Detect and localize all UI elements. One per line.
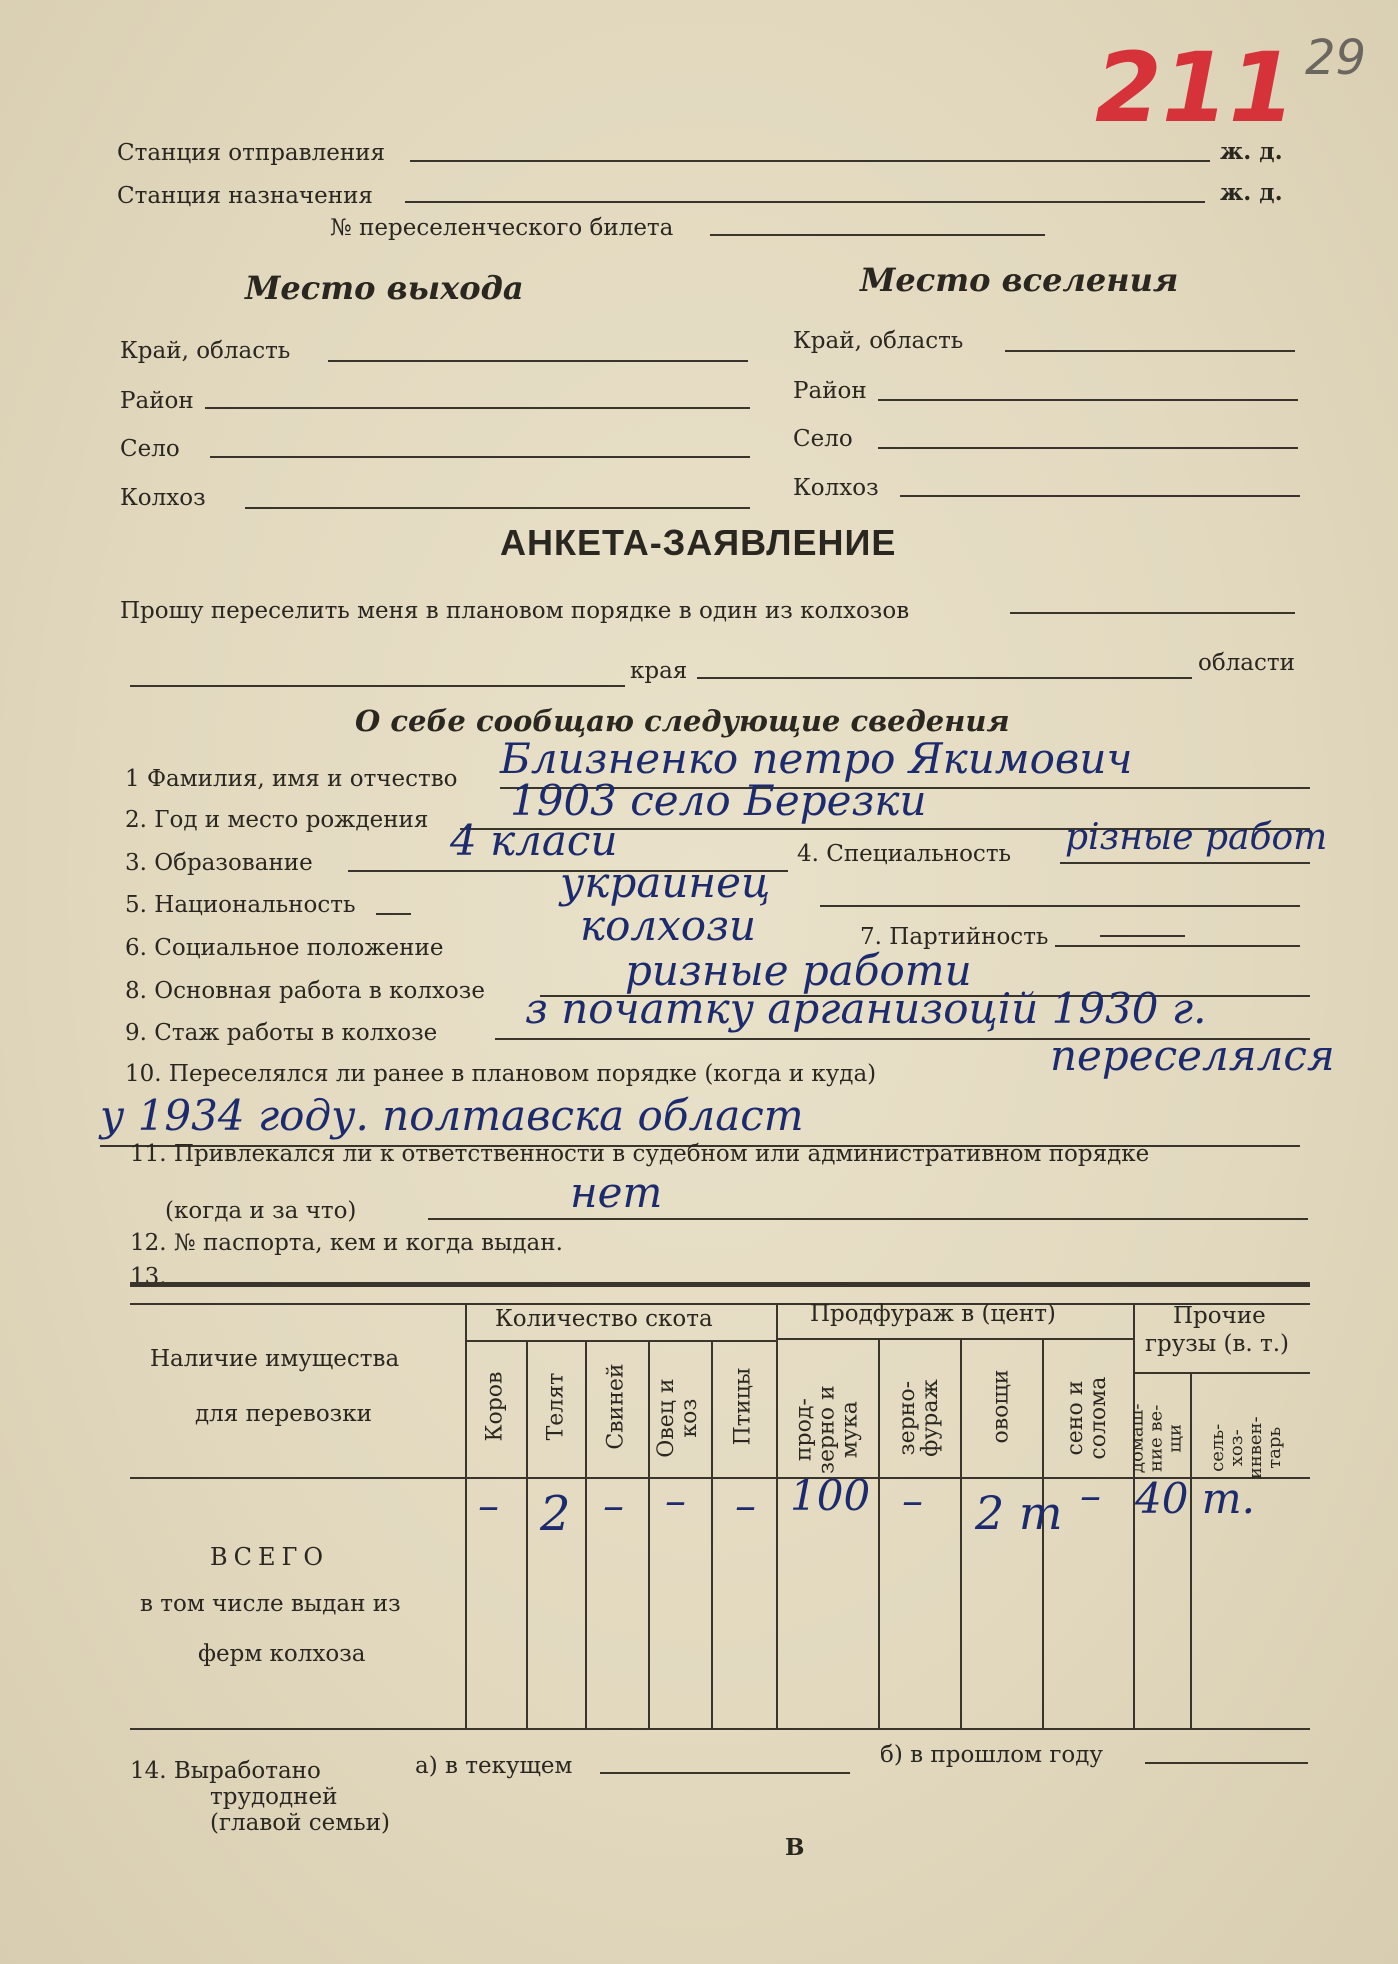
- total-label: ВСЕГО: [210, 1543, 330, 1571]
- field-9-value: з початку арганизоцій 1930 г.: [525, 984, 1207, 1033]
- total-sublabel-2: ферм колхоза: [198, 1641, 366, 1667]
- livestock-group-rule: [467, 1340, 776, 1342]
- krai-line: [130, 685, 625, 687]
- departure-place-heading: Место выхода: [245, 269, 524, 307]
- left-district-line: [205, 407, 750, 409]
- field-10-value-a: переселялся: [1050, 1031, 1335, 1080]
- left-kolkhoz-line: [245, 507, 750, 509]
- field-14-sub-2: (главой семьи): [210, 1810, 390, 1836]
- last-year-label: б) в прошлом году: [880, 1742, 1103, 1768]
- destination-station-label: Станция назначения: [117, 183, 373, 209]
- value-sheep-goats: –: [665, 1476, 686, 1525]
- col-sep-6: [878, 1340, 880, 1728]
- table-row-header-2: для перевозки: [195, 1401, 372, 1427]
- right-village-line: [878, 447, 1298, 449]
- oblast-label: области: [1198, 650, 1295, 676]
- col-header-household: домаш- ние ве- щи: [1126, 1403, 1186, 1474]
- fodder-group-header: Продфураж в (цент): [810, 1301, 1056, 1327]
- value-pigs: –: [603, 1481, 624, 1530]
- left-district-label: Район: [120, 388, 194, 414]
- fodder-group-rule: [778, 1338, 1133, 1340]
- value-cows: –: [478, 1481, 499, 1530]
- value-grain-fodder: –: [902, 1476, 923, 1525]
- current-year-label: а) в текущем: [415, 1753, 573, 1779]
- livestock-group-header: Количество скота: [495, 1306, 713, 1332]
- departure-station-line: [410, 160, 1210, 162]
- table-top-rule: [130, 1282, 1310, 1287]
- field-5-line-a: [376, 913, 411, 915]
- field-9-label: 9. Стаж работы в колхозе: [125, 1020, 438, 1046]
- value-calves: 2: [540, 1486, 571, 1542]
- col-sep-1: [526, 1340, 528, 1728]
- right-region-label: Край, область: [793, 328, 964, 354]
- field-11-line: [428, 1218, 1308, 1220]
- left-village-line: [210, 456, 750, 458]
- field-14-sub-1: трудодней: [210, 1784, 338, 1810]
- col-header-grain-flour: прод- зерно и мука: [791, 1385, 863, 1474]
- last-year-line: [1145, 1762, 1308, 1764]
- ticket-number-line: [710, 234, 1045, 236]
- value-birds: –: [735, 1481, 756, 1530]
- col-header-sheep-goats: Овец и коз: [653, 1378, 702, 1458]
- field-13-label: 13.: [130, 1264, 167, 1290]
- left-region-label: Край, область: [120, 338, 291, 364]
- settlement-place-heading: Место вселения: [860, 261, 1179, 299]
- right-district-line: [878, 399, 1298, 401]
- destination-station-line: [405, 201, 1205, 203]
- value-other-cargo: 40 т.: [1135, 1474, 1255, 1523]
- field-6-label: 6. Социальное положение: [125, 935, 444, 961]
- right-kolkhoz-line: [900, 495, 1300, 497]
- table-bottom-rule: [130, 1728, 1310, 1730]
- field-12-label: 12. № паспорта, кем и когда выдан.: [130, 1230, 563, 1256]
- col-header-birds: Птицы: [730, 1367, 756, 1446]
- total-sublabel-1: в том числе выдан из: [140, 1591, 401, 1617]
- field-2-value: 1903 село Березки: [510, 776, 927, 825]
- field-11-label: 11. Привлекался ли к ответственности в судебном или административном порядке: [130, 1141, 1150, 1167]
- col-sep-0: [465, 1303, 467, 1728]
- oblast-line: [697, 677, 1192, 679]
- field-1-label: 1 Фамилия, имя и отчество: [125, 766, 458, 792]
- red-number-stamp: 211: [1095, 32, 1296, 144]
- departure-rail-suffix: ж. д.: [1220, 138, 1283, 165]
- col-sep-2: [585, 1340, 587, 1728]
- col-sep-7: [960, 1340, 962, 1728]
- request-line: [1010, 612, 1295, 614]
- other-group-rule: [1135, 1372, 1310, 1374]
- right-district-label: Район: [793, 378, 867, 404]
- value-vegetables: 2 т: [975, 1486, 1063, 1540]
- krai-label: края: [630, 658, 688, 684]
- departure-station-label: Станция отправления: [117, 140, 385, 166]
- right-village-label: Село: [793, 426, 853, 452]
- field-8-value: ризные работи: [625, 946, 972, 995]
- col-sep-5: [776, 1303, 778, 1728]
- field-6-value: колхози: [580, 901, 757, 950]
- col-sep-3: [648, 1340, 650, 1728]
- field-4-line: [1060, 862, 1310, 864]
- page-letter: В: [785, 1834, 805, 1861]
- value-grain-flour: 100: [790, 1471, 871, 1520]
- field-10-value-b: у 1934 году. полтавска област: [100, 1091, 804, 1140]
- col-header-vegetables: овощи: [988, 1369, 1014, 1444]
- field-8-label: 8. Основная работа в колхозе: [125, 978, 485, 1004]
- field-10-label: 10. Переселялся ли ранее в плановом порядке (когда и куда): [125, 1061, 877, 1087]
- self-info-heading: О себе сообщаю следующие сведения: [355, 704, 1010, 738]
- resettlement-ticket-label: № переселенческого билета: [330, 215, 674, 241]
- col-header-grain-fodder: зерно- фураж: [894, 1379, 943, 1457]
- col-sep-10: [1190, 1372, 1192, 1728]
- left-region-line: [328, 360, 748, 362]
- field-1-value: Близненко петро Якимович: [500, 734, 1133, 783]
- current-year-line: [600, 1772, 850, 1774]
- field-5-line-b: [820, 905, 1300, 907]
- field-11-value: нет: [570, 1168, 663, 1217]
- field-2-label: 2. Год и место рождения: [125, 807, 429, 833]
- field-4-label: 4. Специальность: [797, 841, 1012, 867]
- field-3-label: 3. Образование: [125, 850, 313, 876]
- other-group-header-2: грузы (в. т.): [1145, 1331, 1290, 1357]
- other-group-header-1: Прочие: [1173, 1303, 1266, 1329]
- field-5-value: украинец: [560, 858, 771, 907]
- right-region-line: [1005, 350, 1295, 352]
- field-11-sublabel: (когда и за что): [165, 1198, 357, 1224]
- left-village-label: Село: [120, 436, 180, 462]
- field-7-label: 7. Партийность: [860, 924, 1049, 950]
- pencil-page-number: 29: [1305, 30, 1367, 86]
- col-header-pigs: Свиней: [603, 1363, 629, 1450]
- field-4-value: різные работ: [1065, 817, 1328, 858]
- left-kolkhoz-label: Колхоз: [120, 485, 206, 511]
- col-header-calves: Телят: [543, 1372, 569, 1441]
- field-5-label: 5. Национальность: [125, 892, 356, 918]
- request-text: Прошу переселить меня в плановом порядке в один из колхозов: [120, 598, 910, 624]
- field-7-dash: [1100, 935, 1185, 937]
- col-header-cows: Коров: [482, 1371, 508, 1442]
- form-title: АНКЕТА-ЗАЯВЛЕНИЕ: [500, 522, 897, 563]
- field-7-line: [1055, 945, 1300, 947]
- field-14-label: 14. Выработано: [130, 1758, 321, 1784]
- table-row-header-1: Наличие имущества: [150, 1346, 400, 1372]
- destination-rail-suffix: ж. д.: [1220, 179, 1283, 206]
- field-3-value: 4 класи: [450, 816, 618, 865]
- col-sep-4: [711, 1340, 713, 1728]
- right-kolkhoz-label: Колхоз: [793, 475, 879, 501]
- value-hay-straw: –: [1080, 1471, 1101, 1520]
- col-header-farm-tools: сель- хоз- инвен- тарь: [1207, 1416, 1285, 1480]
- col-header-hay-straw: сено и солома: [1062, 1376, 1111, 1460]
